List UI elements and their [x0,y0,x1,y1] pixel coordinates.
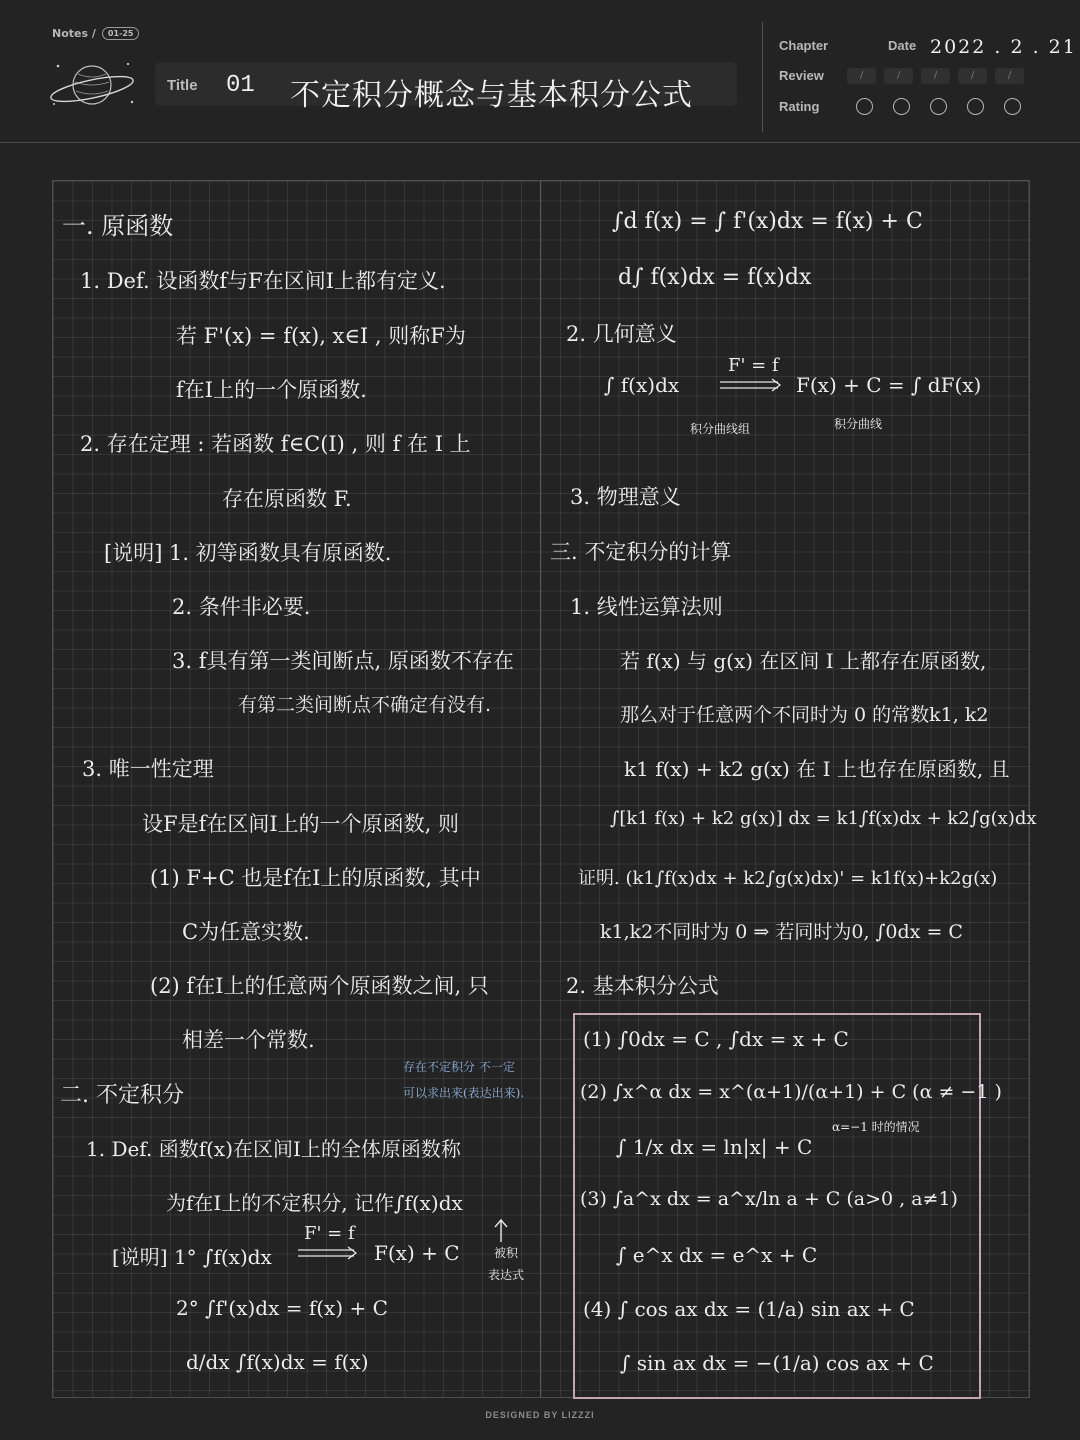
note-line: [说明] 1. 初等函数具有原函数. [104,541,392,565]
note-line: 2° ∫f'(x)dx = f(x) + C [176,1296,388,1320]
arrow-label: F' = f [304,1223,355,1244]
review-box[interactable]: / [847,68,876,84]
formula-line: ∫[k1 f(x) + k2 g(x)] dx = k1∫f(x)dx + k2∫g(x)dx [610,808,1037,829]
section-heading-1: 一. 原函数 [62,212,174,240]
page-title: 不定积分概念与基本积分公式 [290,78,693,113]
note-line: 2. 几何意义 [566,322,677,346]
title-label: Title [167,77,198,94]
formula-line: d∫ f(x)dx = f(x)dx [618,265,812,290]
note-line: 那么对于任意两个不同时为 0 的常数k1, k2 [620,704,989,726]
note-line: 2. 存在定理 : 若函数 f∈C(I) , 则 f 在 I 上 [80,432,471,456]
review-box[interactable]: / [921,68,950,84]
note-line: f在I上的一个原函数. [176,378,367,402]
formula-line: ∫ 1/x dx = ln|x| + C [616,1135,813,1159]
formula-line: (1) ∫0dx = C , ∫dx = x + C [583,1027,849,1051]
annotation: 积分曲线 [834,417,883,431]
formula-line: (3) ∫a^x dx = a^x/ln a + C (a>0 , a≠1) [580,1188,958,1210]
date-value: 2022 . 2 . 21 [930,36,1077,58]
header-rule [0,142,1080,143]
formula-line: F(x) + C = ∫ dF(x) [796,373,982,397]
review-boxes [847,68,1024,84]
notes-tag: 01-25 [102,27,140,40]
note-line: 1. Def. 设函数f与F在区间I上都有定义. [80,269,446,293]
breadcrumb [52,27,139,40]
note-line: 若 f(x) 与 g(x) 在区间 I 上都存在原函数, [620,649,987,673]
rating-circle-icon[interactable] [967,98,984,115]
planet-logo-icon [48,56,140,114]
note-line: 有第二类间断点不确定有没有. [238,694,492,716]
notes-label: Notes / [52,27,96,40]
note-line: 3. f具有第一类间断点, 原函数不存在 [172,649,514,673]
up-arrow-icon [491,1218,511,1244]
formula-line: (2) ∫x^α dx = x^(α+1)/(α+1) + C (α ≠ −1 ) [580,1081,1002,1103]
note-line: 2. 条件非必要. [172,595,311,619]
formula-line: ∫d f(x) = ∫ f'(x)dx = f(x) + C [612,209,923,234]
formula-line: 证明. (k1∫f(x)dx + k2∫g(x)dx)' = k1f(x)+k2g(x) [578,868,998,889]
review-label: Review [779,68,824,83]
note-line: 2. 基本积分公式 [566,974,719,998]
column-divider [540,180,541,1398]
annotation-blue: 可以求出来(表达出来). [403,1086,525,1100]
section-heading-3: 三. 不定积分的计算 [550,540,732,564]
double-arrow-icon [296,1246,360,1260]
note-line: F(x) + C [374,1241,460,1265]
arrow-label: F' = f [728,355,779,376]
annotation: 积分曲线组 [690,422,751,436]
chapter-label: Chapter [779,38,829,53]
rating-circle-icon[interactable] [856,98,873,115]
note-line: 3. 唯一性定理 [82,757,214,781]
rating-circle-icon[interactable] [893,98,910,115]
rating-label: Rating [779,99,820,114]
annotation: α=−1 时的情况 [832,1120,920,1134]
note-line: C为任意实数. [182,920,310,944]
review-box[interactable]: / [958,68,987,84]
note-line: 存在原函数 F. [222,487,352,511]
note-line: 设F是f在区间I上的一个原函数, 则 [142,812,459,836]
footer-credit: DESIGNED BY LIZZZI [485,1410,595,1420]
formula-line: ∫ e^x dx = e^x + C [616,1243,818,1267]
review-box[interactable]: / [995,68,1024,84]
formula-line: (4) ∫ cos ax dx = (1/a) sin ax + C [583,1297,915,1321]
note-line: 1. 线性运算法则 [570,595,723,619]
title-number: 01 [226,72,255,99]
annotation: 表达式 [488,1268,525,1282]
note-line: (1) F+C 也是f在I上的原函数, 其中 [150,866,481,890]
annotation-blue: 存在不定积分 不一定 [403,1060,515,1074]
note-line: k1 f(x) + k2 g(x) 在 I 上也存在原函数, 且 [624,757,1010,781]
formula-line: ∫ sin ax dx = −(1/a) cos ax + C [620,1351,934,1375]
double-arrow-icon [718,378,784,392]
date-label: Date [888,38,917,53]
note-line: 相差一个常数. [182,1028,315,1052]
note-line: k1,k2不同时为 0 ⇒ 若同时为0, ∫0dx = C [600,921,963,943]
rating-circles [856,98,1021,115]
note-line: 1. Def. 函数f(x)在区间I上的全体原函数称 [86,1137,461,1161]
review-box[interactable]: / [884,68,913,84]
section-heading-2: 二. 不定积分 [60,1083,184,1108]
note-line: 为f在I上的不定积分, 记作∫f(x)dx [166,1191,463,1215]
rating-circle-icon[interactable] [930,98,947,115]
note-line: [说明] 1° ∫f(x)dx [112,1245,272,1269]
header-divider [762,22,763,132]
rating-circle-icon[interactable] [1004,98,1021,115]
note-line: 3. 物理意义 [570,485,681,509]
note-line: d/dx ∫f(x)dx = f(x) [186,1350,369,1374]
annotation: 被积 [494,1246,519,1260]
formula-line: ∫ f(x)dx [604,373,680,397]
note-line: (2) f在I上的任意两个原函数之间, 只 [150,974,489,998]
note-line: 若 F'(x) = f(x), x∈I , 则称F为 [176,324,466,348]
